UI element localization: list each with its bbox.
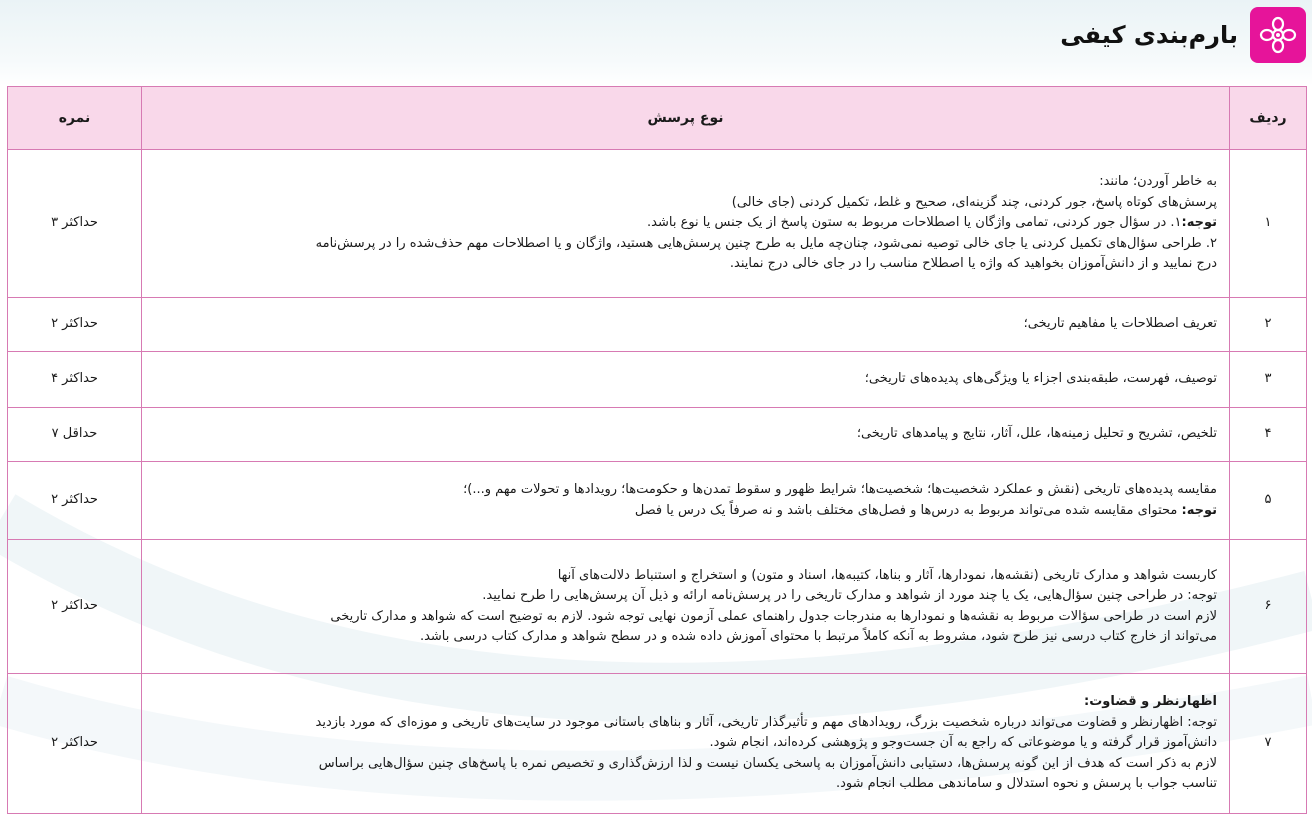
page-title: بارم‌بندی کیفی <box>1060 21 1238 49</box>
table-row <box>8 462 1307 540</box>
table-row <box>8 298 1307 352</box>
cell-line: لازم به ذکر است که هدف از این گونه پرسش‌ها، دستیابی دانش‌آموزان به پاسخی یکسان نیست و لذا ارزش‌گذاری و تخصیص نمره با پاسخ‌های چنین سؤال‌هایی براساس <box>318 755 1217 771</box>
cell-line: درج نمایید و از دانش‌آموزان بخواهید که واژه یا اصطلاح مناسب را در جای خالی درج نمایند. <box>729 256 1217 272</box>
score-cell: حداکثر ۴ <box>8 352 142 408</box>
score-cell: حداکثر ۲ <box>8 298 142 352</box>
cell-line: توجه: اظهارنظر و قضاوت می‌تواند درباره شخصیت بزرگ، رویدادهای مهم و تأثیرگذار تاریخی، آثار و بناهای باستانی موجود در سایت‌های تاریخی و موزه‌ای که مورد بازدید <box>315 714 1217 730</box>
cell-line: تعریف اصطلاحات یا مفاهیم تاریخی؛ <box>1023 316 1217 332</box>
row-number: ۱ <box>1230 150 1307 298</box>
row-number: ۷ <box>1230 674 1307 814</box>
note-label: توجه: <box>1181 502 1217 518</box>
note-label: توجه: <box>1181 215 1217 231</box>
cell-line: دانش‌آموز قرار گرفته و یا موضوعاتی که راجع به آن جست‌وجو و پژوهشی کرده‌اند، انجام شود. <box>709 735 1217 751</box>
question-type-cell <box>142 298 1230 352</box>
cell-line: توصیف، فهرست، طبقه‌بندی اجزاء یا ویژگی‌های پدیده‌های تاریخی؛ <box>864 371 1217 387</box>
cell-line: می‌تواند از خارج کتاب درسی نیز طرح شود، مشروط به آنکه کاملاً مرتبط با محتوای آموزش داده شده و در سطح شواهد و مدارک کتاب درسی باشد. <box>419 629 1217 644</box>
table-row <box>8 408 1307 462</box>
question-type-cell <box>142 352 1230 408</box>
cell-line: مقایسه پدیده‌های تاریخی (نقش و عملکرد شخصیت‌ها؛ شخصیت‌ها؛ شرایط ظهور و سقوط تمدن‌ها و حکومت‌ها؛ رویدادها و تحولات مهم و...)؛ <box>463 482 1217 497</box>
question-type-cell <box>142 674 1230 814</box>
cell-line: به خاطر آوردن؛ مانند: <box>1099 174 1217 190</box>
flower-icon <box>1250 7 1306 63</box>
scoring-table <box>7 86 1307 814</box>
score-cell: حداکثر ۲ <box>8 462 142 540</box>
cell-line <box>150 501 1217 522</box>
question-type-cell <box>142 462 1230 540</box>
score-cell: حداکثر ۲ <box>8 674 142 814</box>
cell-line: تلخیص، تشریح و تحلیل زمینه‌ها، علل، آثار، نتایج و پیامدهای تاریخی؛ <box>856 426 1217 442</box>
table-row <box>8 540 1307 674</box>
row-number: ۶ <box>1230 540 1307 674</box>
table-header-row <box>8 87 1307 150</box>
table-row <box>8 352 1307 408</box>
question-type-cell <box>142 150 1230 298</box>
column-header-question-type: نوع پرسش <box>142 87 1230 150</box>
cell-line: اظهارنظر و قضاوت: <box>1084 694 1217 710</box>
table-row <box>8 150 1307 298</box>
column-header-row: ردیف <box>1230 87 1307 150</box>
note-text: محتوای مقایسه شده می‌تواند مربوط به درس‌ها و فصل‌های مختلف باشد و نه صرفاً یک درس یا فصل <box>634 502 1178 518</box>
score-cell: حداکثر ۳ <box>8 150 142 298</box>
row-number: ۲ <box>1230 298 1307 352</box>
cell-line: پرسش‌های کوتاه پاسخ، جور کردنی، چند گزینه‌ای، صحیح و غلط، تکمیل کردنی (جای خالی) <box>731 194 1217 210</box>
row-number: ۳ <box>1230 352 1307 408</box>
table-row <box>8 674 1307 814</box>
row-number: ۴ <box>1230 408 1307 462</box>
cell-line: ۲. طراحی سؤال‌های تکمیل کردنی یا جای خالی توصیه نمی‌شود، چنان‌چه مایل به طرح چنین پرسش‌هایی هستید، واژگان و یا اصطلاحات مهم حذف‌شده را در پرسش‌نامه <box>315 235 1217 251</box>
column-header-score: نمره <box>8 87 142 150</box>
question-type-cell <box>142 540 1230 674</box>
note-text: ۱. در سؤال جور کردنی، تمامی واژگان یا اصطلاحات مربوط به ستون پاسخ از یک جنس یا نوع باشد. <box>647 215 1182 231</box>
cell-line: کاربست شواهد و مدارک تاریخی (نقشه‌ها، نمودارها، آثار و بناها، کتیبه‌ها، اسناد و متون) و استخراج و استنباط دلالت‌های آنها <box>557 567 1217 583</box>
score-cell: حداکثر ۲ <box>8 540 142 674</box>
cell-line: توجه: در طراحی چنین سؤال‌هایی، یک یا چند مورد از شواهد و مدارک تاریخی را در پرسش‌نامه ارائه و ذیل آن پرسش‌هایی را طرح نمایید. <box>482 588 1217 603</box>
cell-line <box>150 213 1217 234</box>
page-header <box>1060 6 1306 64</box>
row-number: ۵ <box>1230 462 1307 540</box>
cell-line: تناسب جواب با پرسش و نحوه استدلال و ساماندهی مطلب انجام شود. <box>835 776 1217 792</box>
score-cell: حداقل ۷ <box>8 408 142 462</box>
question-type-cell <box>142 408 1230 462</box>
cell-line: لازم است در طراحی سؤالات مربوط به نقشه‌ها و نمودارها به مندرجات جدول راهنمای عملی آزمون نهایی توجه شود. لازم به توضیح است که شواهد و مدارک تاریخی <box>330 608 1217 624</box>
